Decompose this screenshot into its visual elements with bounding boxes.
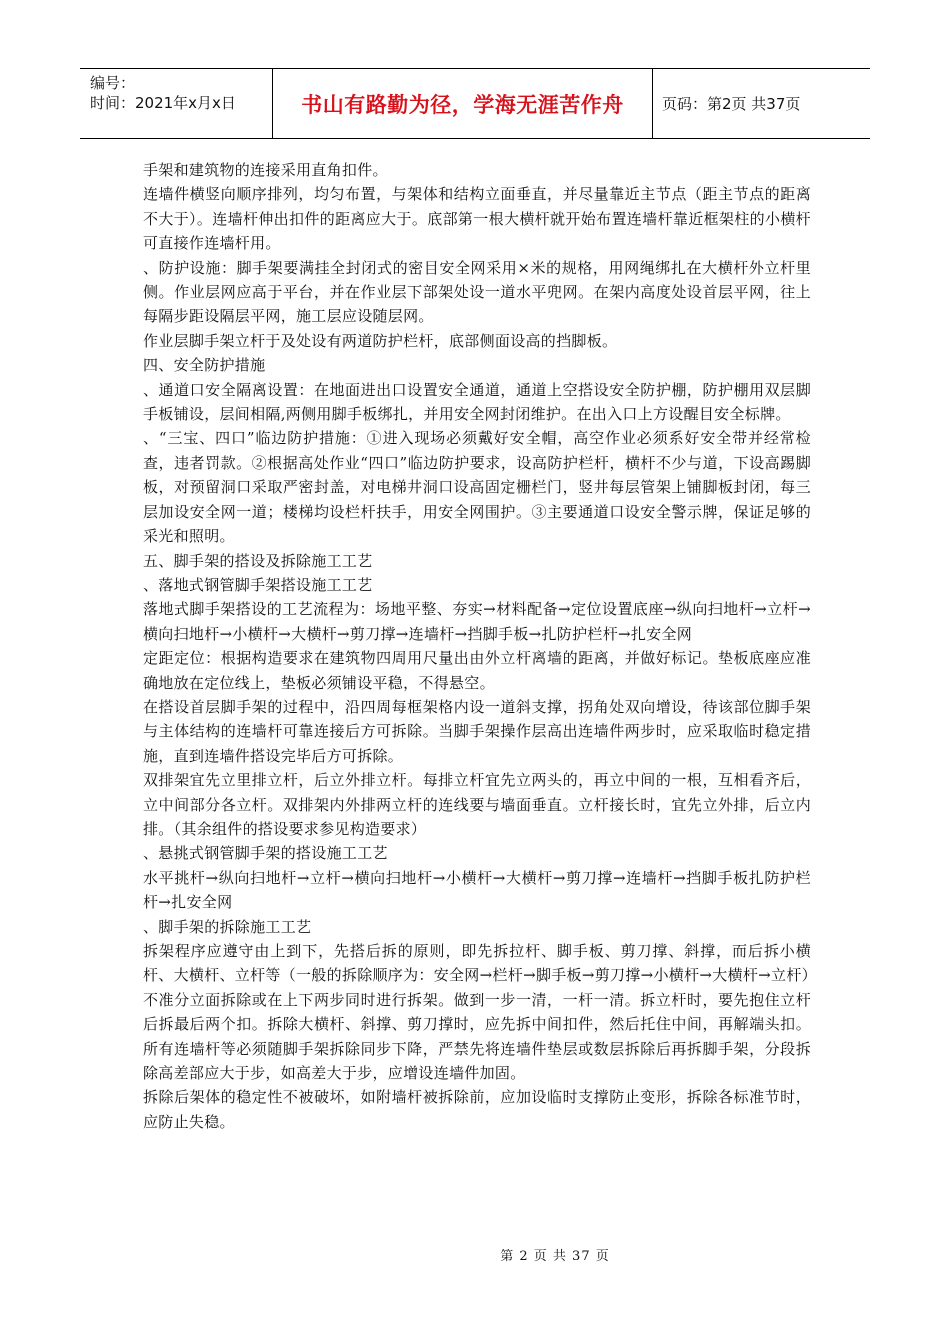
body-paragraph: 水平挑杆→纵向扫地杆→立杆→横向扫地杆→小横杆→大横杆→剪刀撑→连墙杆→挡脚手板扎防护栏杆→扎安全网: [143, 868, 811, 912]
subsection-heading: 、落地式钢管脚手架搭设施工工艺: [143, 575, 373, 594]
header-motto: 书山有路勤为径，学海无涯苦作舟: [301, 92, 624, 117]
document-number-label: 编号：: [90, 74, 136, 92]
body-paragraph: 作业层脚手架立杆于及处设有两道防护栏杆，底部侧面设高的挡脚板。: [143, 331, 618, 350]
subsection-heading: 、悬挑式钢管脚手架的搭设施工工艺: [143, 844, 388, 863]
body-paragraph: 、防护设施：脚手架要满挂全封闭式的密目安全网采用×米的规格，用网绳绑扎在大横杆外立杆里侧。作业层网应高于平台，并在作业层下部架处设一道水平兜网。在架内高度处设首层平网，往上每隔步距设隔层平网，施工层应设随层网。: [143, 258, 811, 326]
body-paragraph: 拆架程序应遵守由上到下，先搭后拆的原则，即先拆拉杆、脚手板、剪刀撑、斜撑，而后拆小横杆、大横杆、立杆等（一般的拆除顺序为：安全网→栏杆→脚手板→剪刀撑→小横杆→大横杆→立杆）: [143, 942, 817, 985]
body-paragraph: 不准分立面拆除或在上下两步同时进行拆架。做到一步一清，一杆一清。拆立杆时，要先抱住立杆后拆最后两个扣。拆除大横杆、斜撑、剪刀撑时，应先拆中间扣件，然后托住中间，再解端头扣。所有连墙杆等必须随脚手架拆除同步下降，严禁先将连墙件垫层或数层拆除后再拆脚手架，分段拆除高差部应大于步，如高差大于步，应增设连墙件加固。: [143, 990, 811, 1083]
body-paragraph: 定距定位：根据构造要求在建筑物四周用尺量出由外立杆离墙的距离，并做好标记。垫板底座应准确地放在定位线上，垫板必须铺设平稳，不得悬空。: [143, 649, 811, 692]
body-paragraph: 双排架宜先立里排立杆，后立外排立杆。每排立杆宜先立两头的，再立中间的一根，互相看齐后，立中间部分各立杆。双排架内外排两立杆的连线要与墙面垂直。立杆接长时，宜先立外排，后立内排。（其余组件的搭设要求参见构造要求）: [143, 771, 811, 838]
header-page-number: 页码：第2页 共37页: [662, 95, 801, 113]
section-heading: 五、脚手架的搭设及拆除施工工艺: [143, 551, 373, 570]
body-paragraph: 在搭设首层脚手架的过程中，沿四周每框架格内设一道斜支撑，拐角处双向增设，待该部位脚手架与主体结构的连墙杆可靠连接后方可拆除。当脚手架操作层高出连墙件两步时，应采取临时稳定措施，直到连墙件搭设完毕后方可拆除。: [143, 697, 811, 765]
body-paragraph: 拆除后架体的稳定性不被破坏，如附墙杆被拆除前，应加设临时支撑防止变形，拆除各标准节时，应防止失稳。: [143, 1088, 811, 1131]
body-paragraph: 落地式脚手架搭设的工艺流程为：场地平整、夯实→材料配备→定位设置底座→纵向扫地杆→立杆→横向扫地杆→小横杆→大横杆→剪刀撑→连墙杆→挡脚手板→扎防护栏杆→扎安全网: [143, 600, 811, 643]
body-paragraph: 、“三宝、四口”临边防护措施：①进入现场必须戴好安全帽，高空作业必须系好安全带并经常检查，违者罚款。②根据高处作业“四口”临边防护要求，设高防护栏杆，横杆不少与道，下设高踢脚板，对预留洞口采取严密封盖，对电梯井洞口设高固定栅栏门，竖井每层管架上铺脚板封闭，每三层加设安全网一道；楼梯均设栏杆扶手，用安全网围护。③主要通道口设安全警示牌，保证足够的采光和照明。: [143, 429, 811, 546]
header-divider: [652, 69, 653, 138]
page-footer: 第 2 页 共 37 页: [500, 1249, 610, 1264]
document-date-label: 时间：2021年x月x日: [90, 94, 236, 112]
body-paragraph: 手架和建筑物的连接采用直角扣件。: [143, 161, 388, 179]
section-heading: 四、安全防护措施: [143, 356, 266, 375]
document-body: [143, 158, 817, 1134]
body-paragraph: 连墙件横竖向顺序排列，均匀布置，与架体和结构立面垂直，并尽量靠近主节点（距主节点的距离不大于）。连墙杆伸出扣件的距离应大于。底部第一根大横杆就开始布置连墙杆靠近框架柱的小横杆可直接作连墙杆用。: [143, 185, 811, 253]
header-meta: [90, 73, 280, 113]
body-paragraph: 、通道口安全隔离设置：在地面进出口设置安全通道，通道上空搭设安全防护棚，防护棚用双层脚手板铺设，层间相隔,两侧用脚手板绑扎，并用安全网封闭维护。在出入口上方设醒目安全标牌。: [143, 380, 811, 424]
subsection-heading: 、脚手架的拆除施工工艺: [143, 917, 312, 936]
page-header: [80, 68, 870, 139]
